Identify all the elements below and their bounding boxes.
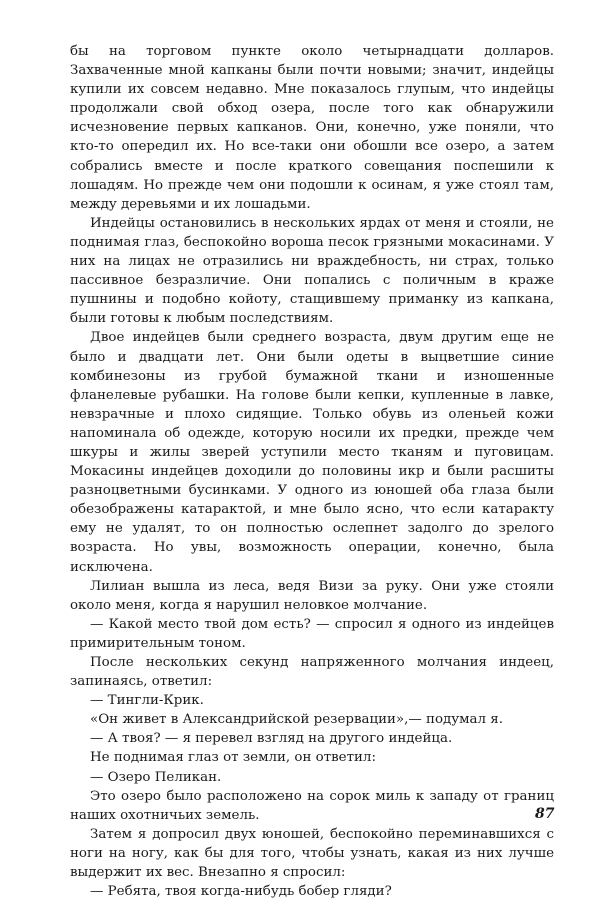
- paragraph: «Он живет в Александрийской резервации»,— подумал я.: [90, 712, 503, 728]
- page-number: 87: [535, 806, 555, 822]
- page-text: [70, 42, 554, 901]
- paragraph: Индейцы остановились в нескольких ярдах от меня и стояли, не поднимая глаз, беспокойно вороша песок грязными мокасинами. У них на лицах не отразились ни враждебность, ни страх, только пассивное безразличие. Они попались с поличным в краже пушнины и подобно койоту, стащившему приманку из капкана, были готовы к любым последствиям.: [70, 215, 554, 327]
- paragraph: — Тингли-Крик.: [90, 693, 204, 709]
- paragraph: Затем я допросил двух юношей, беспокойно переминавшихся с ноги на ногу, как бы для того, чтобы узнать, какая из них лучше выдержит их вес. Внезапно я спросил:: [70, 826, 554, 881]
- paragraph: — Какой место твой дом есть? — спросил я одного из индейцев примирительным тоном.: [70, 616, 554, 651]
- paragraph: Двое индейцев были среднего возраста, двум другим еще не было и двадцати лет. Они были одеты в выцветшие синие комбинезоны из грубой бумажной ткани и изношенные фланелевые рубашки. На голове были кепки, купленные в лавке, невзрачные и плохо сидящие. Только обувь из оленьей кожи напоминала об одежде, которую носили их предки, прежде чем шкуры и жилы зверей уступили место тканям и пуговицам. Мокасины индейцев доходили до половины икр и были расшиты разноцветными бусинками. У одного из юношей оба глаза были обезображены катарактой, и мне было ясно, что если катаракту ему не удалят, то он полностью ослепнет задолго до зрелого возраста. Но увы, возможность операции, конечно, была исключена.: [70, 330, 554, 575]
- paragraph: Не поднимая глаз от земли, он ответил:: [90, 750, 376, 766]
- paragraph: Это озеро было расположено на сорок миль к западу от границ наших охотничьих земель.: [70, 788, 554, 823]
- paragraph: — Озеро Пеликан.: [90, 769, 222, 785]
- paragraph: бы на торговом пункте около четырнадцати долларов. Захваченные мной капканы были почти новыми; значит, индейцы купили их совсем недавно. Мне показалось глупым, что индейцы продолжали свой обход озера, после того как обнаружили исчезновение первых капканов. Они, конечно, уже поняли, что кто-то опередил их. Но все-таки они обошли все озеро, а затем собрались вместе и после краткого совещания поспешили к лошадям. Но прежде чем они подошли к осинам, я уже стоял там, между деревьями и их лошадьми.: [70, 44, 554, 212]
- paragraph: Лилиан вышла из леса, ведя Визи за руку. Они уже стояли около меня, когда я нарушил неловкое молчание.: [70, 578, 554, 613]
- paragraph: — Ребята, твоя когда-нибудь бобер гляди?: [90, 884, 392, 900]
- paragraph: После нескольких секунд напряженного молчания индеец, запинаясь, ответил:: [70, 655, 554, 690]
- paragraph: — А твоя? — я перевел взгляд на другого индейца.: [90, 731, 453, 747]
